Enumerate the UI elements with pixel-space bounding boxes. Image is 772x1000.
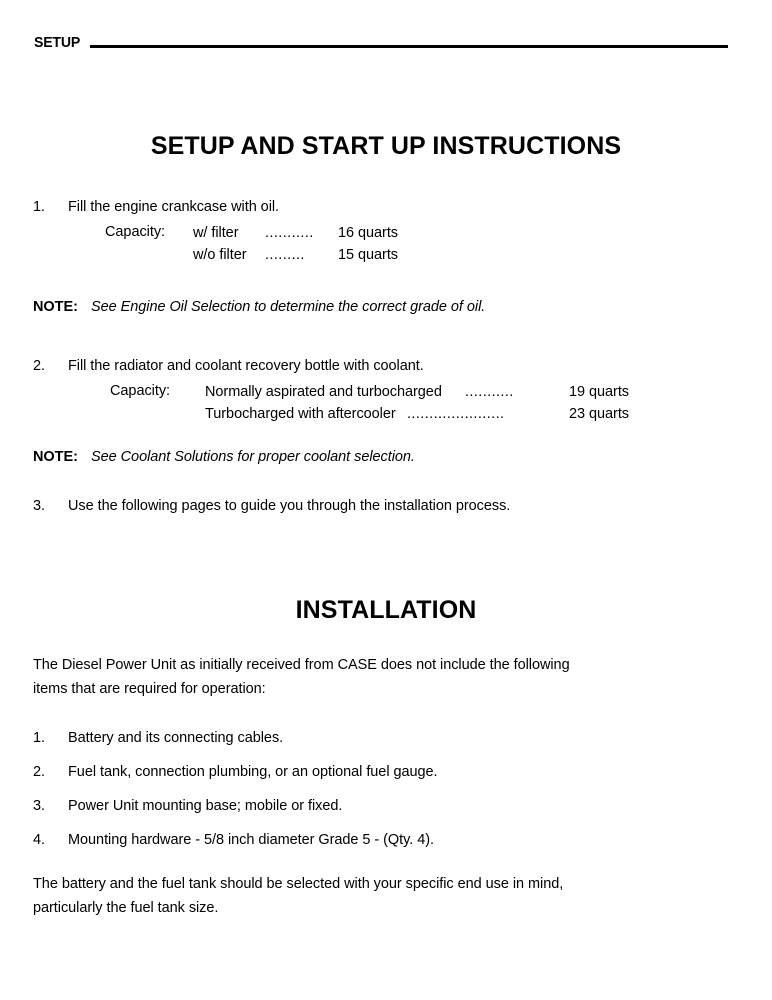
setup-item-2-text: Fill the radiator and coolant recovery bottle with coolant. [68,358,424,374]
installation-closing-paragraph [33,872,733,920]
coolant-capacity-row-value: 23 quarts [569,406,630,422]
setup-item-3-number: 3. [33,498,45,514]
oil-capacity-label: Capacity: [105,224,165,240]
installation-section-title: INSTALLATION [295,596,477,624]
note-engine-oil [33,297,723,317]
installation-closing-line-1: The battery and the fuel tank should be selected with your specific end use in mind, [33,876,564,892]
dot-leader: ...................... [407,406,505,422]
setup-item-3 [33,496,733,516]
coolant-capacity-table [33,381,733,425]
setup-item-1-line [33,197,533,217]
installation-intro-line-1: The Diesel Power Unit as initially received from CASE does not include the following [33,657,570,673]
coolant-capacity-row-name: Turbocharged with aftercooler [205,406,396,422]
dot-leader: ........... [265,225,314,241]
note-text: See Engine Oil Selection to determine the correct grade of oil. [91,299,486,315]
installation-item-3-text: Power Unit mounting base; mobile or fixed. [68,798,343,814]
installation-intro-paragraph [33,653,733,701]
note-coolant [33,447,723,467]
installation-closing-line-2: particularly the fuel tank size. [33,900,219,916]
installation-item-4-text: Mounting hardware - 5/8 inch diameter Grade 5 - (Qty. 4). [68,832,434,848]
coolant-capacity-row-value: 19 quarts [569,384,630,400]
setup-item-1-text: Fill the engine crankcase with oil. [68,199,280,215]
dot-leader: ........... [465,384,514,400]
setup-item-1-number: 1. [33,199,45,215]
coolant-capacity-row-name: Normally aspirated and turbocharged [205,384,442,400]
installation-item-3-number: 3. [33,798,45,814]
oil-capacity-row-name: w/o filter [193,247,247,263]
oil-capacity-row-value: 15 quarts [338,247,399,263]
coolant-capacity-row [205,381,629,403]
installation-item-1 [33,728,733,748]
installation-item-4-number: 4. [33,832,45,848]
setup-item-2-line [33,356,733,376]
setup-section-title: SETUP AND START UP INSTRUCTIONS [150,132,622,160]
installation-item-4 [33,830,733,850]
dot-leader: ......... [265,247,305,263]
setup-item-3-text: Use the following pages to guide you through the installation process. [68,498,511,514]
installation-item-1-number: 1. [33,730,45,746]
installation-item-2-text: Fuel tank, connection plumbing, or an optional fuel gauge. [68,764,438,780]
setup-item-2-number: 2. [33,358,45,374]
coolant-capacity-rows [205,381,629,425]
installation-item-1-text: Battery and its connecting cables. [68,730,284,746]
note-text: See Coolant Solutions for proper coolant selection. [91,449,415,465]
oil-capacity-row-name: w/ filter [193,225,239,241]
coolant-capacity-row [205,403,629,425]
oil-capacity-table [33,222,533,266]
note-label: NOTE: [33,449,78,465]
installation-intro-line-2: items that are required for operation: [33,681,266,697]
setup-item-3-line [33,496,733,516]
setup-item-1 [33,197,533,266]
oil-capacity-rows [193,222,398,266]
oil-capacity-row [193,244,398,266]
setup-item-2 [33,356,733,425]
installation-required-items-list [33,728,733,850]
header-rule [90,45,728,48]
running-header-label: SETUP [34,34,81,51]
installation-item-2 [33,762,733,782]
oil-capacity-row-value: 16 quarts [338,225,399,241]
running-header [34,28,728,50]
installation-item-3 [33,796,733,816]
note-label: NOTE: [33,299,78,315]
oil-capacity-row [193,222,398,244]
installation-item-2-number: 2. [33,764,45,780]
coolant-capacity-label: Capacity: [110,383,170,399]
